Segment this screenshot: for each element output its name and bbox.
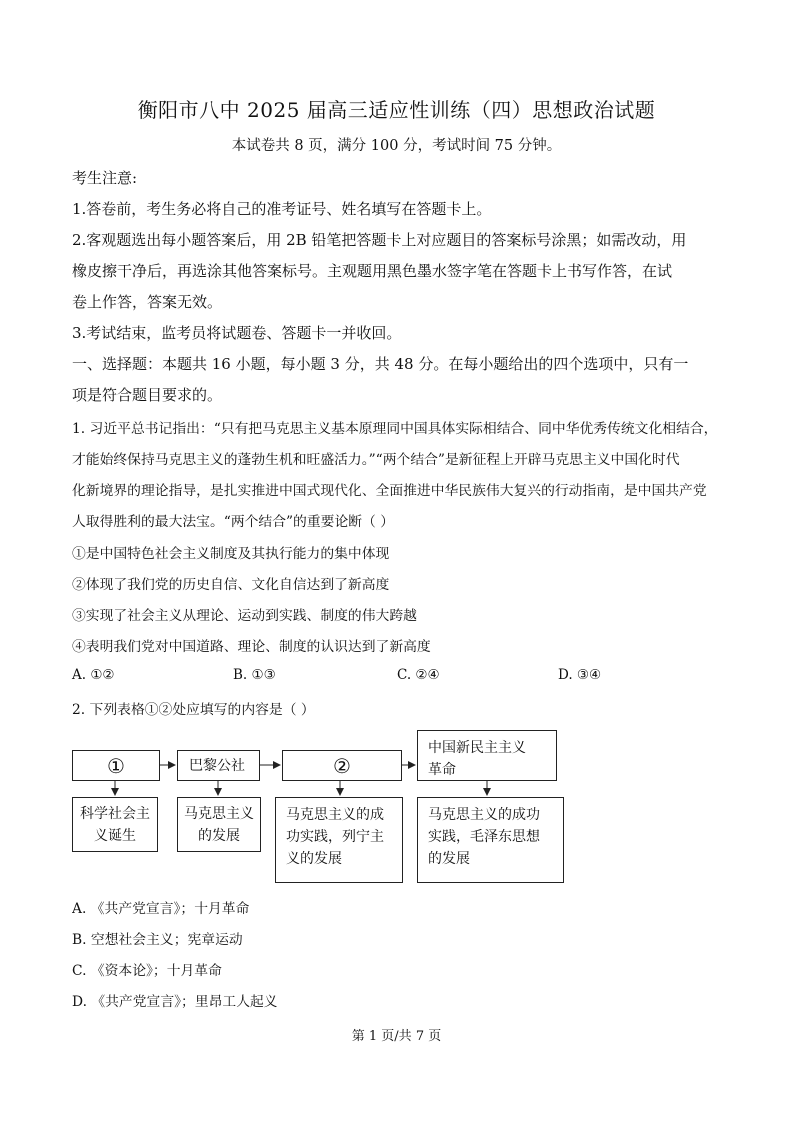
notice-item-2-line-2: 橡皮擦干净后，再选涂其他答案标号。主观题用黑色墨水签字笔在答题卡上书写作答，在试 bbox=[72, 262, 673, 280]
q1-option-a: A. ①② bbox=[72, 667, 115, 683]
q1-stem-line-1: 1. 习近平总书记指出：“只有把马克思主义基本原理同中国具体实际相结合、同中华优秀传统文化相结合， bbox=[72, 421, 718, 437]
q2-option-b: B. 空想社会主义；宪章运动 bbox=[72, 932, 243, 948]
notice-item-2-line-1: 2.客观题选出每小题答案后，用 2B 铅笔把答题卡上对应题目的答案标号涂黑；如需改动，用 bbox=[72, 231, 687, 249]
q1-statement-2: ②体现了我们党的历史自信、文化自信达到了新高度 bbox=[72, 577, 390, 593]
q1-option-d: D. ③④ bbox=[558, 667, 602, 683]
diagram-box-scientific-socialism: 科学社会主义诞生 bbox=[72, 797, 158, 852]
q1-statement-4: ④表明我们党对中国道路、理论、制度的认识达到了新高度 bbox=[72, 639, 431, 655]
q1-statement-1: ①是中国特色社会主义制度及其执行能力的集中体现 bbox=[72, 546, 390, 562]
q1-stem-line-3: 化新境界的理论指导，是扎实推进中国式现代化、全面推进中华民族伟大复兴的行动指南，是中国共产党 bbox=[72, 483, 707, 499]
notice-item-1: 1.答卷前，考生务必将自己的准考证号、姓名填写在答题卡上。 bbox=[72, 200, 492, 218]
q1-statement-3: ③实现了社会主义从理论、运动到实践、制度的伟大跨越 bbox=[72, 608, 417, 624]
q1-stem-line-4: 人取得胜利的最大法宝。“两个结合”的重要论断（ ） bbox=[72, 514, 395, 530]
diagram-box-blank-1: ① bbox=[72, 750, 160, 781]
q2-option-c: C. 《资本论》；十月革命 bbox=[72, 963, 222, 979]
q2-stem: 2. 下列表格①②处应填写的内容是（ ） bbox=[72, 702, 315, 718]
diagram-box-mao-thought: 马克思主义的成功实践，毛泽东思想的发展 bbox=[417, 797, 564, 883]
section-heading-line-2: 项是符合题目要求的。 bbox=[72, 386, 223, 404]
diagram-box-blank-2: ② bbox=[282, 750, 402, 781]
notice-item-2-line-3: 卷上作答，答案无效。 bbox=[72, 293, 223, 311]
exam-subtitle: 本试卷共 8 页，满分 100 分，考试时间 75 分钟。 bbox=[231, 138, 562, 154]
notice-heading: 考生注意: bbox=[72, 169, 138, 187]
q1-option-b: B. ①③ bbox=[233, 667, 276, 683]
diagram-box-leninism: 马克思主义的成功实践，列宁主义的发展 bbox=[275, 797, 403, 883]
diagram-box-marxism-development: 马克思主义的发展 bbox=[177, 797, 261, 852]
exam-title: 衡阳市八中 2025 届高三适应性训练（四）思想政治试题 bbox=[137, 98, 656, 122]
section-heading-line-1: 一、选择题：本题共 16 小题，每小题 3 分，共 48 分。在每小题给出的四个选项中，只有一 bbox=[72, 355, 689, 373]
page-footer: 第 1 页/共 7 页 bbox=[351, 1029, 442, 1044]
q1-option-c: C. ②④ bbox=[397, 667, 440, 683]
diagram-box-paris-commune: 巴黎公社 bbox=[177, 750, 260, 781]
q2-option-a: A. 《共产党宣言》；十月革命 bbox=[72, 901, 250, 917]
q1-stem-line-2: 才能始终保持马克思主义的蓬勃生机和旺盛活力。”“两个结合”是新征程上开辟马克思主义中国化时代 bbox=[72, 452, 680, 468]
notice-item-3: 3.考试结束，监考员将试题卷、答题卡一并收回。 bbox=[72, 324, 402, 342]
diagram-box-new-democratic-revolution: 中国新民主主义革命 bbox=[417, 730, 557, 781]
q2-option-d: D. 《共产党宣言》；里昂工人起义 bbox=[72, 994, 278, 1010]
